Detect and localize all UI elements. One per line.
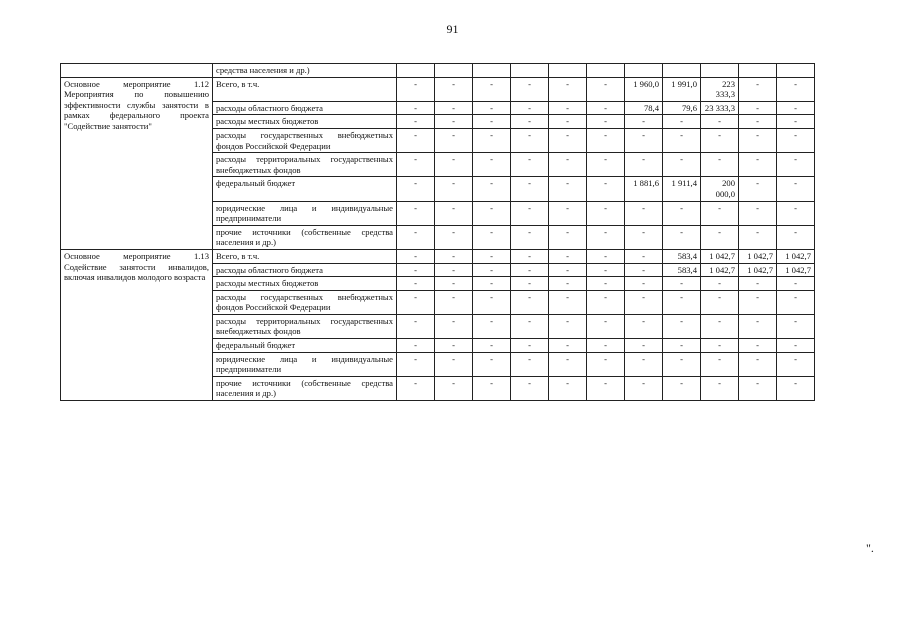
value-cell: -: [663, 115, 701, 129]
value-cell: -: [777, 225, 815, 249]
value-cell: -: [397, 115, 435, 129]
value-cell: -: [587, 177, 625, 201]
value-cell: 1 042,7: [701, 249, 739, 263]
value-cell: -: [739, 115, 777, 129]
value-cell: -: [397, 77, 435, 101]
value-cell: -: [739, 153, 777, 177]
value-cell: -: [549, 277, 587, 291]
value-cell: -: [625, 339, 663, 353]
funding-source-cell: расходы государственных внебюджетных фондов Российской Федерации: [213, 290, 397, 314]
value-cell: -: [511, 314, 549, 338]
value-cell: -: [397, 249, 435, 263]
value-cell: [397, 64, 435, 78]
value-cell: 1 042,7: [777, 263, 815, 277]
value-cell: -: [435, 290, 473, 314]
value-cell: -: [549, 225, 587, 249]
value-cell: -: [587, 225, 625, 249]
value-cell: 583,4: [663, 249, 701, 263]
value-cell: -: [701, 225, 739, 249]
value-cell: -: [473, 339, 511, 353]
value-cell: -: [625, 249, 663, 263]
value-cell: -: [663, 314, 701, 338]
table-row: [61, 77, 815, 101]
value-cell: -: [435, 314, 473, 338]
value-cell: -: [473, 376, 511, 400]
value-cell: -: [701, 352, 739, 376]
value-cell: -: [473, 277, 511, 291]
value-cell: -: [549, 115, 587, 129]
value-cell: -: [511, 249, 549, 263]
value-cell: -: [435, 115, 473, 129]
value-cell: -: [625, 314, 663, 338]
value-cell: -: [625, 225, 663, 249]
value-cell: -: [435, 77, 473, 101]
value-cell: -: [663, 277, 701, 291]
value-cell: 200 000,0: [701, 177, 739, 201]
value-cell: [663, 64, 701, 78]
value-cell: -: [511, 201, 549, 225]
value-cell: -: [549, 177, 587, 201]
value-cell: -: [435, 225, 473, 249]
value-cell: -: [701, 314, 739, 338]
value-cell: -: [777, 314, 815, 338]
value-cell: -: [587, 314, 625, 338]
value-cell: -: [701, 153, 739, 177]
value-cell: -: [435, 101, 473, 115]
value-cell: -: [625, 352, 663, 376]
value-cell: -: [777, 339, 815, 353]
funding-source-cell: расходы территориальных государственных внебюджетных фондов: [213, 314, 397, 338]
value-cell: -: [701, 201, 739, 225]
value-cell: -: [663, 201, 701, 225]
value-cell: -: [511, 277, 549, 291]
value-cell: -: [587, 101, 625, 115]
end-quote-mark: ".: [866, 541, 874, 555]
value-cell: -: [435, 128, 473, 152]
value-cell: -: [625, 376, 663, 400]
value-cell: -: [739, 177, 777, 201]
value-cell: [739, 64, 777, 78]
value-cell: -: [511, 177, 549, 201]
table-row: [61, 249, 815, 263]
value-cell: -: [397, 177, 435, 201]
value-cell: -: [549, 290, 587, 314]
funding-source-cell: Всего, в т.ч.: [213, 77, 397, 101]
value-cell: -: [777, 177, 815, 201]
value-cell: 583,4: [663, 263, 701, 277]
value-cell: -: [587, 153, 625, 177]
value-cell: -: [663, 290, 701, 314]
value-cell: -: [473, 177, 511, 201]
value-cell: -: [701, 376, 739, 400]
value-cell: -: [701, 339, 739, 353]
value-cell: -: [511, 115, 549, 129]
value-cell: -: [549, 249, 587, 263]
value-cell: -: [777, 352, 815, 376]
value-cell: -: [549, 376, 587, 400]
value-cell: -: [625, 263, 663, 277]
funding-source-cell: прочие источники (собственные средства населения и др.): [213, 225, 397, 249]
value-cell: -: [777, 201, 815, 225]
budget-table: [60, 63, 815, 401]
value-cell: -: [739, 314, 777, 338]
value-cell: -: [739, 352, 777, 376]
funding-source-cell: расходы областного бюджета: [213, 263, 397, 277]
value-cell: -: [587, 290, 625, 314]
value-cell: -: [739, 101, 777, 115]
value-cell: [701, 64, 739, 78]
value-cell: -: [435, 277, 473, 291]
value-cell: -: [739, 290, 777, 314]
value-cell: -: [473, 77, 511, 101]
funding-source-cell: расходы государственных внебюджетных фондов Российской Федерации: [213, 128, 397, 152]
value-cell: -: [397, 376, 435, 400]
value-cell: -: [397, 263, 435, 277]
value-cell: -: [397, 153, 435, 177]
value-cell: 1 881,6: [625, 177, 663, 201]
value-cell: -: [511, 263, 549, 277]
value-cell: 1 991,0: [663, 77, 701, 101]
value-cell: -: [397, 201, 435, 225]
value-cell: -: [701, 115, 739, 129]
value-cell: -: [587, 201, 625, 225]
value-cell: -: [739, 376, 777, 400]
value-cell: -: [777, 290, 815, 314]
value-cell: -: [549, 314, 587, 338]
value-cell: -: [397, 101, 435, 115]
funding-source-cell: прочие источники (собственные средства населения и др.): [213, 376, 397, 400]
value-cell: -: [739, 128, 777, 152]
measure-cell-empty: [61, 64, 213, 78]
value-cell: -: [549, 339, 587, 353]
value-cell: -: [587, 277, 625, 291]
value-cell: -: [511, 101, 549, 115]
value-cell: [549, 64, 587, 78]
value-cell: -: [777, 115, 815, 129]
value-cell: 23 333,3: [701, 101, 739, 115]
measure-name-cell: Основное мероприятие 1.13 Содействие занятости инвалидов, включая инвалидов молодого возраста: [61, 249, 213, 400]
value-cell: -: [549, 77, 587, 101]
value-cell: -: [587, 128, 625, 152]
value-cell: -: [435, 352, 473, 376]
value-cell: 1 042,7: [701, 263, 739, 277]
value-cell: -: [397, 277, 435, 291]
funding-source-cell: федеральный бюджет: [213, 339, 397, 353]
value-cell: 1 042,7: [777, 249, 815, 263]
value-cell: 1 042,7: [739, 249, 777, 263]
funding-source-cell: юридические лица и индивидуальные предприниматели: [213, 352, 397, 376]
value-cell: -: [587, 376, 625, 400]
value-cell: -: [511, 128, 549, 152]
value-cell: -: [473, 352, 511, 376]
funding-source-cell: расходы территориальных государственных внебюджетных фондов: [213, 153, 397, 177]
funding-source-cell: юридические лица и индивидуальные предприниматели: [213, 201, 397, 225]
value-cell: -: [511, 225, 549, 249]
value-cell: [511, 64, 549, 78]
value-cell: -: [701, 290, 739, 314]
value-cell: -: [701, 277, 739, 291]
value-cell: 1 042,7: [739, 263, 777, 277]
value-cell: -: [587, 352, 625, 376]
value-cell: -: [397, 314, 435, 338]
funding-source-cell: средства населения и др.): [213, 64, 397, 78]
value-cell: -: [663, 225, 701, 249]
value-cell: -: [397, 290, 435, 314]
value-cell: -: [739, 201, 777, 225]
value-cell: -: [739, 277, 777, 291]
value-cell: -: [739, 77, 777, 101]
value-cell: 78,4: [625, 101, 663, 115]
funding-source-cell: Всего, в т.ч.: [213, 249, 397, 263]
table-row: [61, 64, 815, 78]
value-cell: -: [663, 128, 701, 152]
value-cell: -: [739, 225, 777, 249]
value-cell: -: [663, 153, 701, 177]
value-cell: -: [549, 201, 587, 225]
value-cell: -: [777, 128, 815, 152]
value-cell: 1 960,0: [625, 77, 663, 101]
value-cell: 1 911,4: [663, 177, 701, 201]
value-cell: -: [701, 128, 739, 152]
value-cell: -: [511, 352, 549, 376]
value-cell: -: [397, 339, 435, 353]
value-cell: -: [663, 376, 701, 400]
value-cell: [777, 64, 815, 78]
value-cell: -: [473, 115, 511, 129]
value-cell: -: [663, 352, 701, 376]
value-cell: -: [549, 263, 587, 277]
value-cell: -: [473, 249, 511, 263]
value-cell: [435, 64, 473, 78]
value-cell: 79,6: [663, 101, 701, 115]
funding-source-cell: расходы местных бюджетов: [213, 115, 397, 129]
value-cell: -: [549, 128, 587, 152]
value-cell: -: [587, 249, 625, 263]
value-cell: -: [473, 225, 511, 249]
value-cell: -: [435, 339, 473, 353]
value-cell: -: [397, 225, 435, 249]
measure-name-cell: Основное мероприятие 1.12 Мероприятия по повышению эффективности службы занятости в рамках федерального проекта "Содействие занятости": [61, 77, 213, 249]
value-cell: -: [739, 339, 777, 353]
value-cell: -: [473, 101, 511, 115]
value-cell: -: [511, 339, 549, 353]
value-cell: -: [625, 153, 663, 177]
value-cell: -: [473, 263, 511, 277]
funding-source-cell: расходы местных бюджетов: [213, 277, 397, 291]
value-cell: -: [549, 352, 587, 376]
value-cell: -: [587, 263, 625, 277]
value-cell: -: [625, 115, 663, 129]
page-number: 91: [446, 22, 459, 36]
value-cell: -: [777, 101, 815, 115]
value-cell: -: [473, 201, 511, 225]
value-cell: -: [625, 201, 663, 225]
value-cell: -: [587, 339, 625, 353]
value-cell: -: [625, 290, 663, 314]
value-cell: -: [587, 77, 625, 101]
value-cell: -: [435, 376, 473, 400]
value-cell: -: [511, 153, 549, 177]
value-cell: -: [511, 290, 549, 314]
value-cell: -: [435, 153, 473, 177]
funding-source-cell: расходы областного бюджета: [213, 101, 397, 115]
value-cell: -: [663, 339, 701, 353]
value-cell: -: [625, 277, 663, 291]
value-cell: -: [549, 101, 587, 115]
value-cell: 223 333,3: [701, 77, 739, 101]
value-cell: [587, 64, 625, 78]
value-cell: -: [511, 376, 549, 400]
value-cell: [625, 64, 663, 78]
value-cell: -: [473, 153, 511, 177]
funding-source-cell: федеральный бюджет: [213, 177, 397, 201]
value-cell: -: [549, 153, 587, 177]
value-cell: -: [587, 115, 625, 129]
value-cell: -: [777, 376, 815, 400]
value-cell: -: [473, 314, 511, 338]
value-cell: -: [511, 77, 549, 101]
value-cell: -: [625, 128, 663, 152]
value-cell: -: [397, 128, 435, 152]
value-cell: -: [435, 249, 473, 263]
value-cell: [473, 64, 511, 78]
value-cell: -: [435, 201, 473, 225]
value-cell: -: [473, 290, 511, 314]
value-cell: -: [777, 277, 815, 291]
value-cell: -: [777, 77, 815, 101]
value-cell: -: [435, 263, 473, 277]
value-cell: -: [777, 153, 815, 177]
value-cell: -: [397, 352, 435, 376]
value-cell: -: [473, 128, 511, 152]
value-cell: -: [435, 177, 473, 201]
